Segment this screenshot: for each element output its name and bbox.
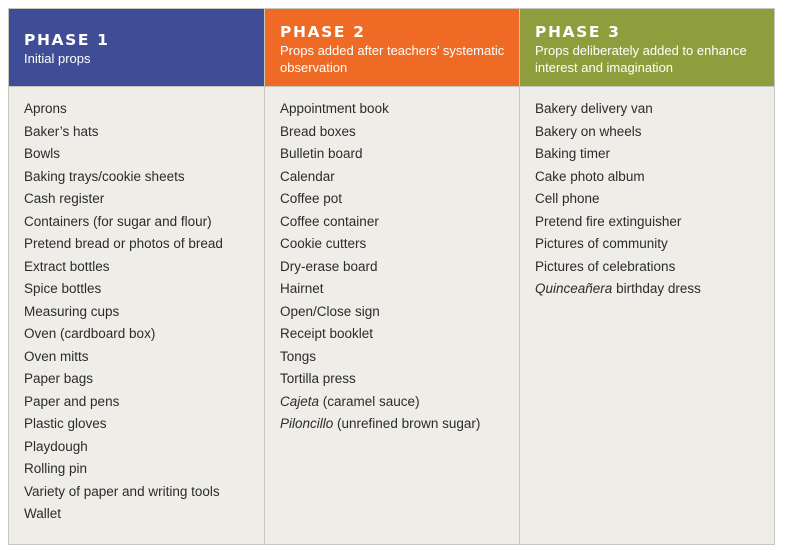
item-text: Pictures of celebrations	[535, 258, 676, 274]
list-item	[280, 233, 519, 256]
list-item	[280, 211, 519, 234]
item-text: Measuring cups	[24, 303, 120, 319]
item-text: Bakery delivery van	[535, 101, 653, 116]
item-text: Oven mitts	[24, 348, 89, 364]
list-item	[280, 188, 519, 211]
phase-1-list	[9, 87, 264, 526]
list-item	[24, 458, 264, 481]
list-item	[535, 256, 774, 279]
item-text: Playdough	[24, 438, 88, 454]
item-text: Wallet	[24, 506, 62, 521]
list-item	[24, 391, 264, 414]
list-item	[24, 278, 264, 301]
props-table	[8, 8, 775, 545]
list-item	[24, 256, 264, 279]
list-item	[535, 98, 774, 121]
phase-3-column	[520, 9, 774, 544]
list-item	[535, 143, 774, 166]
list-item	[280, 368, 519, 391]
item-text: Calendar	[280, 168, 335, 184]
item-text: Baking trays/cookie sheets	[24, 168, 185, 184]
phase-3-header	[520, 9, 774, 87]
list-item	[24, 301, 264, 324]
phase-2-list	[265, 87, 519, 436]
item-text: Cell phone	[535, 191, 600, 206]
item-text: Paper and pens	[24, 393, 120, 409]
item-text: Cash register	[24, 191, 105, 206]
phase-2-subtitle: Props added after teachers’ systematic observation	[280, 43, 505, 75]
list-item	[280, 166, 519, 189]
list-item	[535, 233, 774, 256]
item-text: Containers (for sugar and flour)	[24, 213, 212, 229]
item-text: Tongs	[280, 348, 317, 364]
list-item	[535, 166, 774, 189]
list-item	[535, 211, 774, 234]
phase-1-header	[9, 9, 264, 87]
phase-3-subtitle: Props deliberately added to enhance interest and imagination	[535, 43, 747, 75]
phase-2-title: PHASE 2	[280, 23, 366, 41]
list-item	[535, 278, 774, 301]
item-text: Cookie cutters	[280, 236, 367, 251]
list-item	[280, 413, 519, 436]
phase-1-column	[9, 9, 265, 544]
item-text: Coffee container	[280, 213, 379, 229]
item-text: Bulletin board	[280, 146, 363, 161]
item-italic-term: Cajeta	[280, 393, 320, 409]
phase-2-column	[265, 9, 520, 544]
phase-3-list	[520, 87, 774, 301]
item-text: Pictures of community	[535, 236, 668, 251]
item-text: Paper bags	[24, 371, 94, 386]
list-item	[24, 436, 264, 459]
list-item	[24, 413, 264, 436]
list-item	[280, 323, 519, 346]
list-item	[24, 166, 264, 189]
list-item	[24, 121, 264, 144]
phase-2-header	[265, 9, 519, 87]
item-text: Baking timer	[535, 146, 611, 161]
item-text: (caramel sauce)	[319, 393, 420, 409]
item-text: Baker’s hats	[24, 123, 99, 139]
item-text: Dry-erase board	[280, 258, 378, 274]
item-text: Tortilla press	[280, 371, 356, 386]
item-text: Rolling pin	[24, 461, 88, 476]
list-item	[24, 98, 264, 121]
list-item	[280, 346, 519, 369]
list-item	[24, 481, 264, 504]
list-item	[280, 391, 519, 414]
item-italic-term: Quinceañera	[535, 281, 613, 296]
item-text: Appointment book	[280, 101, 389, 116]
list-item	[24, 368, 264, 391]
item-text: Plastic gloves	[24, 416, 107, 431]
list-item	[280, 301, 519, 324]
list-item	[24, 346, 264, 369]
item-text: birthday dress	[612, 281, 701, 296]
item-text: Pretend bread or photos of bread	[24, 236, 223, 251]
phase-1-subtitle: Initial props	[24, 51, 91, 66]
list-item	[24, 233, 264, 256]
item-text: (unrefined brown sugar)	[333, 416, 481, 431]
list-item	[24, 211, 264, 234]
item-italic-term: Piloncillo	[280, 416, 334, 431]
item-text: Aprons	[24, 101, 67, 116]
list-item	[24, 323, 264, 346]
item-text: Oven (cardboard box)	[24, 326, 156, 341]
item-text: Extract bottles	[24, 258, 110, 274]
item-text: Bowls	[24, 146, 61, 161]
item-text: Coffee pot	[280, 191, 343, 206]
item-text: Bread boxes	[280, 123, 356, 139]
item-text: Cake photo album	[535, 168, 645, 184]
phase-3-title: PHASE 3	[535, 23, 621, 41]
item-text: Receipt booklet	[280, 326, 374, 341]
item-text: Open/Close sign	[280, 303, 380, 319]
item-text: Bakery on wheels	[535, 123, 642, 139]
list-item	[535, 121, 774, 144]
item-text: Pretend fire extinguisher	[535, 213, 682, 229]
item-text: Variety of paper and writing tools	[24, 483, 220, 499]
list-item	[280, 256, 519, 279]
item-text: Spice bottles	[24, 281, 102, 296]
list-item	[280, 98, 519, 121]
list-item	[280, 143, 519, 166]
phase-1-title: PHASE 1	[24, 31, 110, 49]
list-item	[535, 188, 774, 211]
item-text: Hairnet	[280, 281, 324, 296]
list-item	[280, 121, 519, 144]
list-item	[24, 143, 264, 166]
list-item	[280, 278, 519, 301]
list-item	[24, 188, 264, 211]
list-item	[24, 503, 264, 526]
